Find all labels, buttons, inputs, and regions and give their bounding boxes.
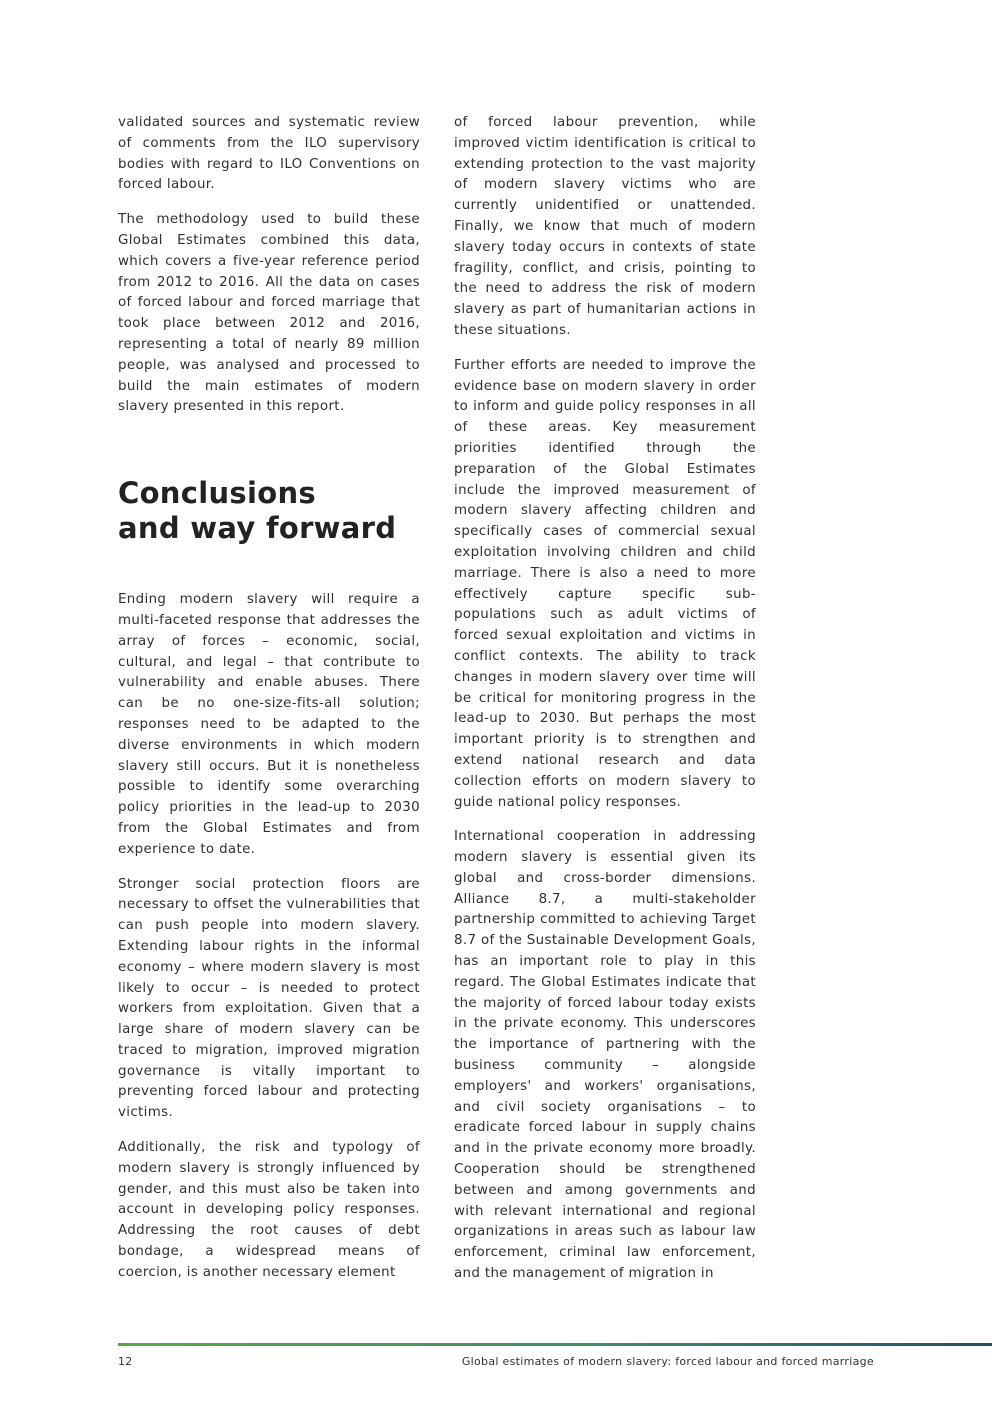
section-heading-line: Conclusions bbox=[118, 476, 316, 511]
paragraph: validated sources and systematic review of comments from the ILO supervisory bodies with regard to ILO Conventions on forced labour. bbox=[118, 115, 420, 193]
right-column bbox=[454, 113, 756, 1299]
left-column bbox=[118, 113, 420, 1298]
section-heading bbox=[118, 476, 420, 546]
footer-divider bbox=[118, 1343, 992, 1346]
section-heading-line: and way forward bbox=[118, 511, 397, 546]
paragraph: Ending modern slavery will require a multi-faceted response that addresses the array of forces – economic, social, cultural, and legal – that contribute to vulnerability and enable abuses. There can be no one-size-fits-all solution; responses need to be adapted to the diverse environments in which modern slavery still occurs. But it is nonetheless possible to identify some overarching policy priorities in the lead-up to 2030 from the Global Estimates and from experience to date. bbox=[118, 592, 420, 857]
paragraph: of forced labour prevention, while improved victim identification is critical to extending protection to the vast majority of modern slavery victims who are currently unidentified or unattended. Finally, we know that much of modern slavery today occurs in contexts of state fragility, conflict, and crisis, pointing to the need to address the risk of modern slavery as part of humanitarian actions in these situations. bbox=[454, 115, 756, 338]
page-number: 12 bbox=[118, 1355, 133, 1368]
running-title: Global estimates of modern slavery: forced labour and forced marriage bbox=[461, 1355, 874, 1368]
paragraph: Further efforts are needed to improve the evidence base on modern slavery in order to inform and guide policy responses in all of these areas. Key measurement priorities identified through the preparation of the Global Estimates include the improved measurement of modern slavery affecting children and specifically cases of commercial sexual exploitation involving children and child marriage. There is also a need to more effectively capture specific sub-populations such as adult victims of forced sexual exploitation and victims in conflict contexts. The ability to track changes in modern slavery over time will be critical for monitoring progress in the lead-up to 2030. But perhaps the most important priority is to strengthen and extend national research and data collection efforts on modern slavery to guide national policy responses. bbox=[454, 357, 756, 810]
paragraph: Additionally, the risk and typology of modern slavery is strongly influenced by gender, and this must also be taken into account in developing policy responses. Addressing the root causes of debt bondage, a widespread means of coercion, is another necessary element bbox=[118, 1140, 420, 1280]
paragraph: The methodology used to build these Global Estimates combined this data, which covers a five-year reference period from 2012 to 2016. All the data on cases of forced labour and forced marriage that took place between 2012 and 2016, representing a total of nearly 89 million people, was analysed and processed to build the main estimates of modern slavery presented in this report. bbox=[118, 212, 420, 415]
paragraph: Stronger social protection floors are necessary to offset the vulnerabilities that can push people into modern slavery. Extending labour rights in the informal economy – where modern slavery is most likely to occur – is needed to protect workers from exploitation. Given that a large share of modern slavery can be traced to migration, improved migration governance is vitally important to preventing forced labour and protecting victims. bbox=[118, 876, 420, 1121]
paragraph: International cooperation in addressing modern slavery is essential given its global and cross-border dimensions. Alliance 8.7, a multi-stakeholder partnership committed to achieving Target 8.7 of the Sustainable Development Goals, has an important role to play in this regard. The Global Estimates indicate that the majority of forced labour today exists in the private economy. This underscores the importance of partnering with the business community – alongside employers' and workers' organisations, and civil society organisations – to eradicate forced labour in supply chains and in the private economy more broadly. Cooperation should be strengthened between and among governments and with relevant international and regional organizations in areas such as labour law enforcement, criminal law enforcement, and the management of migration in bbox=[454, 829, 756, 1282]
